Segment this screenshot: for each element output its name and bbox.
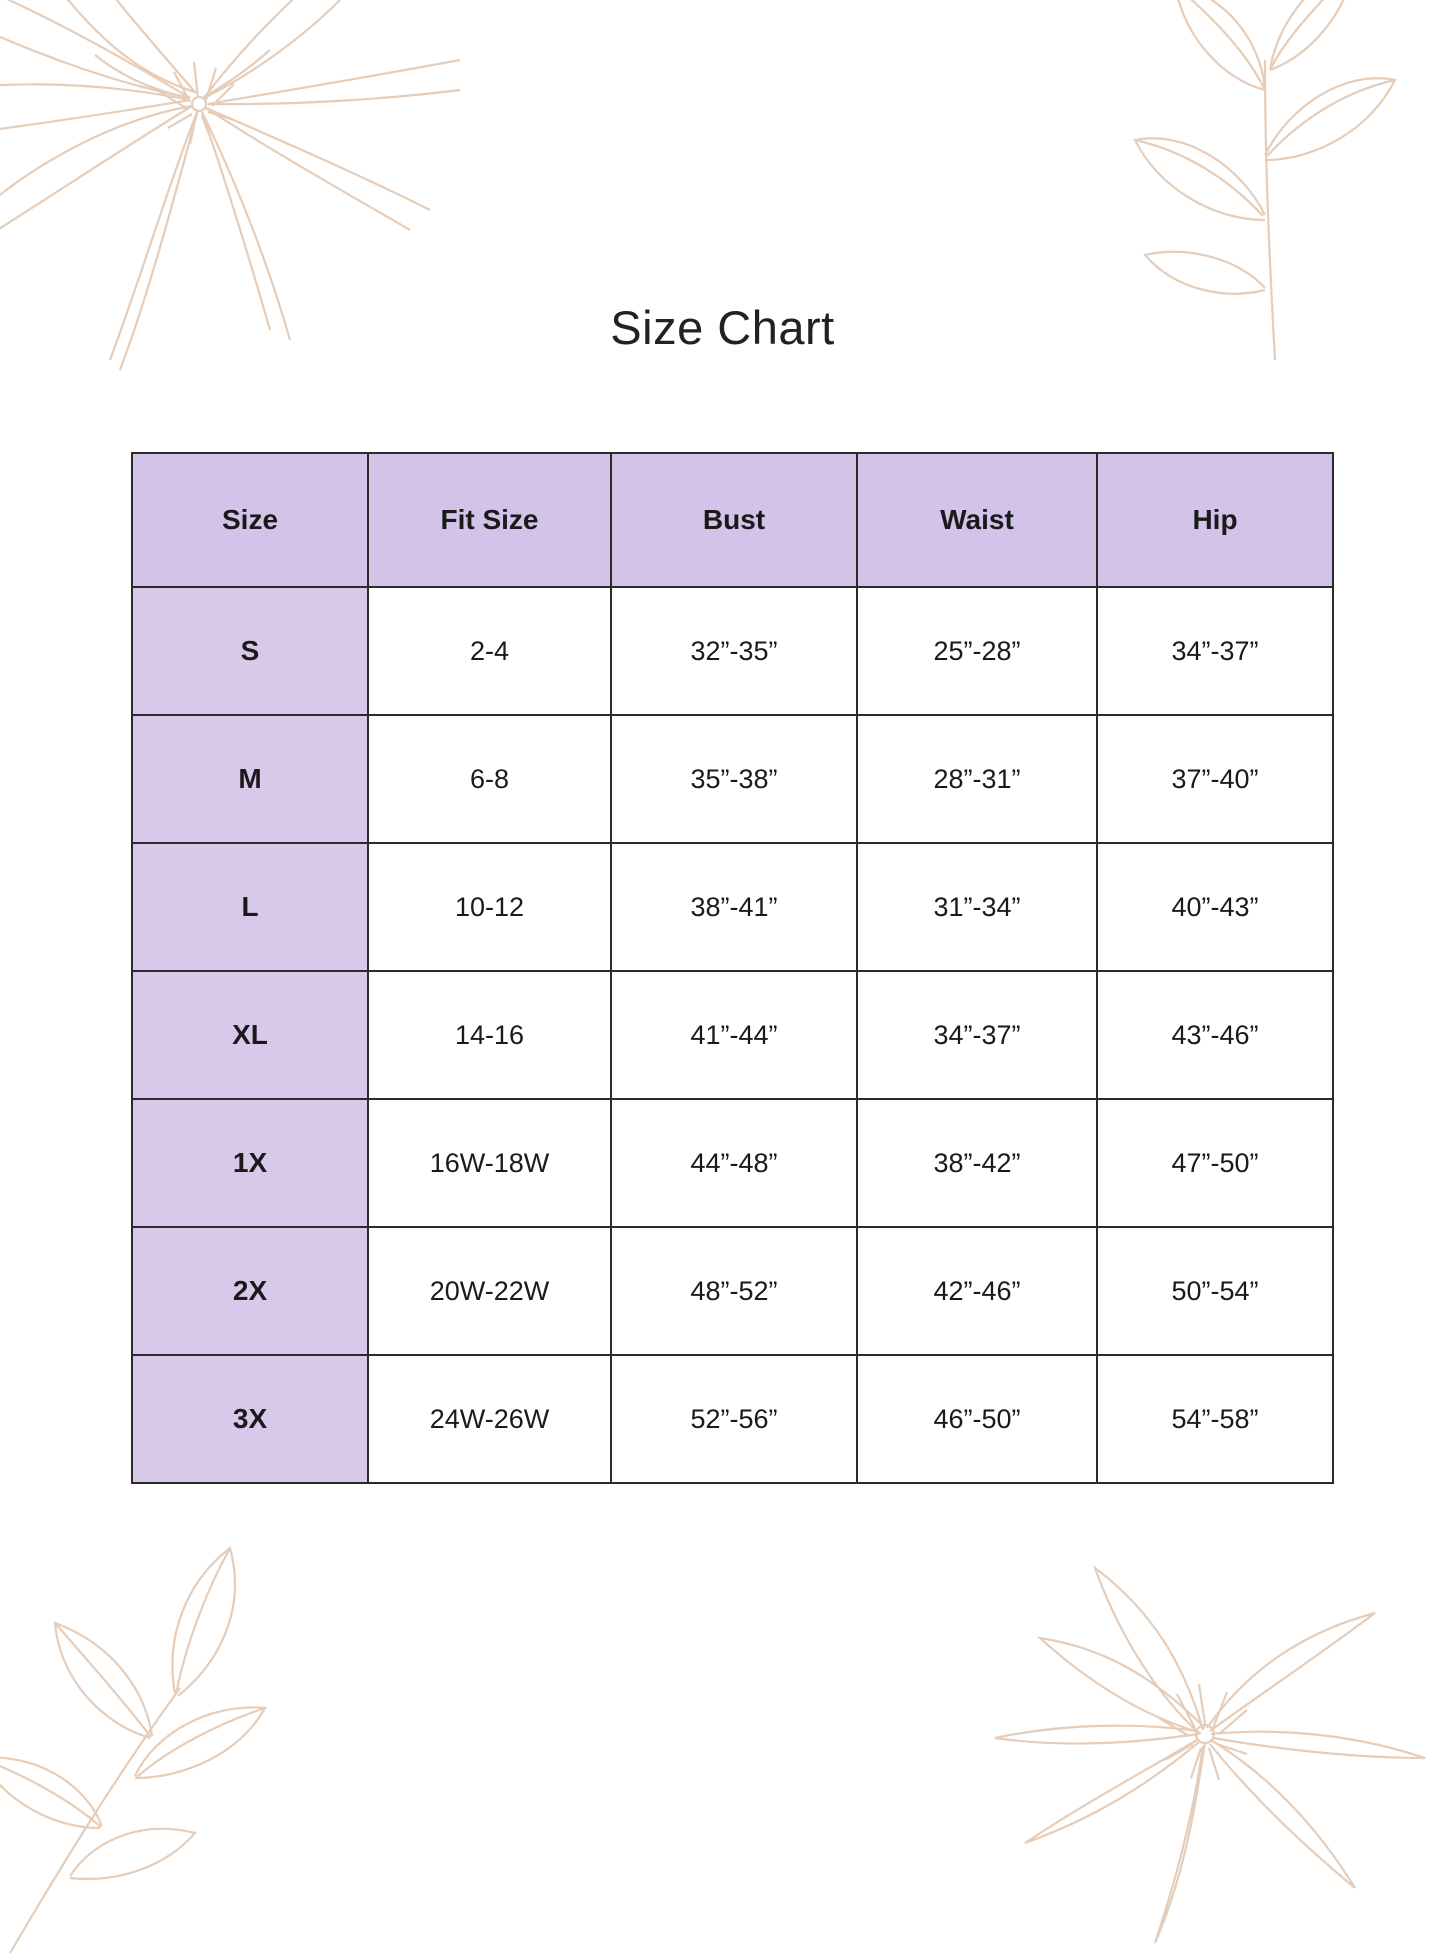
cell-waist: 31”-34” [857, 843, 1097, 971]
cell-bust: 44”-48” [611, 1099, 857, 1227]
table-header-row [132, 453, 1333, 587]
cell-size: L [132, 843, 368, 971]
cell-waist: 38”-42” [857, 1099, 1097, 1227]
column-header-size: Size [132, 453, 368, 587]
cell-bust: 38”-41” [611, 843, 857, 971]
cell-hip: 40”-43” [1097, 843, 1333, 971]
cell-hip: 34”-37” [1097, 587, 1333, 715]
cell-fit-size: 2-4 [368, 587, 611, 715]
cell-waist: 42”-46” [857, 1227, 1097, 1355]
cell-fit-size: 14-16 [368, 971, 611, 1099]
cell-size: 1X [132, 1099, 368, 1227]
cell-bust: 52”-56” [611, 1355, 857, 1483]
cell-waist: 25”-28” [857, 587, 1097, 715]
cell-fit-size: 20W-22W [368, 1227, 611, 1355]
cell-bust: 35”-38” [611, 715, 857, 843]
cell-fit-size: 24W-26W [368, 1355, 611, 1483]
column-header-fit-size: Fit Size [368, 453, 611, 587]
cell-hip: 37”-40” [1097, 715, 1333, 843]
cell-waist: 46”-50” [857, 1355, 1097, 1483]
cell-size: 2X [132, 1227, 368, 1355]
table-row [132, 715, 1333, 843]
cell-hip: 43”-46” [1097, 971, 1333, 1099]
cell-size: S [132, 587, 368, 715]
cell-size: XL [132, 971, 368, 1099]
page-title: Size Chart [610, 301, 835, 354]
cell-size: M [132, 715, 368, 843]
size-chart-table-wrapper [131, 452, 1332, 1484]
cell-waist: 34”-37” [857, 971, 1097, 1099]
cell-fit-size: 16W-18W [368, 1099, 611, 1227]
cell-fit-size: 10-12 [368, 843, 611, 971]
cell-size: 3X [132, 1355, 368, 1483]
column-header-bust: Bust [611, 453, 857, 587]
table-row [132, 843, 1333, 971]
cell-waist: 28”-31” [857, 715, 1097, 843]
table-row [132, 1227, 1333, 1355]
cell-hip: 50”-54” [1097, 1227, 1333, 1355]
cell-hip: 47”-50” [1097, 1099, 1333, 1227]
size-chart-table [131, 452, 1334, 1484]
cell-hip: 54”-58” [1097, 1355, 1333, 1483]
table-row [132, 971, 1333, 1099]
cell-fit-size: 6-8 [368, 715, 611, 843]
table-row [132, 1099, 1333, 1227]
column-header-hip: Hip [1097, 453, 1333, 587]
cell-bust: 48”-52” [611, 1227, 857, 1355]
table-row [132, 587, 1333, 715]
table-row [132, 1355, 1333, 1483]
cell-bust: 41”-44” [611, 971, 857, 1099]
cell-bust: 32”-35” [611, 587, 857, 715]
column-header-waist: Waist [857, 453, 1097, 587]
